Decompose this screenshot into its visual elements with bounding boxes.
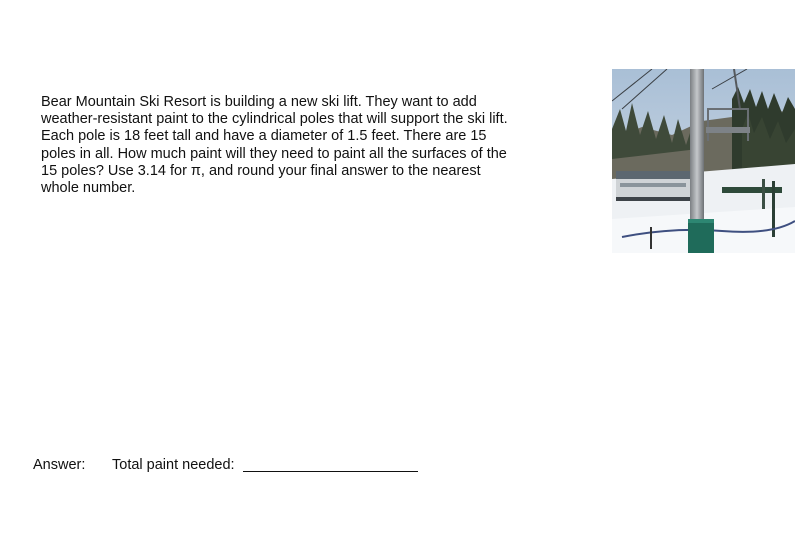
problem-line: Bear Mountain Ski Resort is building a new ski lift. They want to add	[41, 94, 477, 110]
problem-line: 15 poles? Use 3.14 for π, and round your final answer to the nearest	[41, 162, 481, 179]
total-paint-answer-field[interactable]	[243, 457, 418, 472]
answer-prompt: Total paint needed:	[112, 457, 235, 473]
answer-row	[33, 457, 418, 474]
problem-line: poles in all. How much paint will they need to paint all the surfaces of the	[41, 145, 507, 162]
answer-label: Answer:	[33, 457, 86, 473]
problem-line: weather-resistant paint to the cylindrical poles that will support the ski lift.	[41, 111, 508, 128]
problem-text	[41, 94, 561, 197]
problem-line: Each pole is 18 feet tall and have a diameter of 1.5 feet. There are 15	[41, 128, 487, 145]
ski-lift-photo	[612, 69, 795, 253]
problem-line: whole number.	[41, 180, 136, 197]
